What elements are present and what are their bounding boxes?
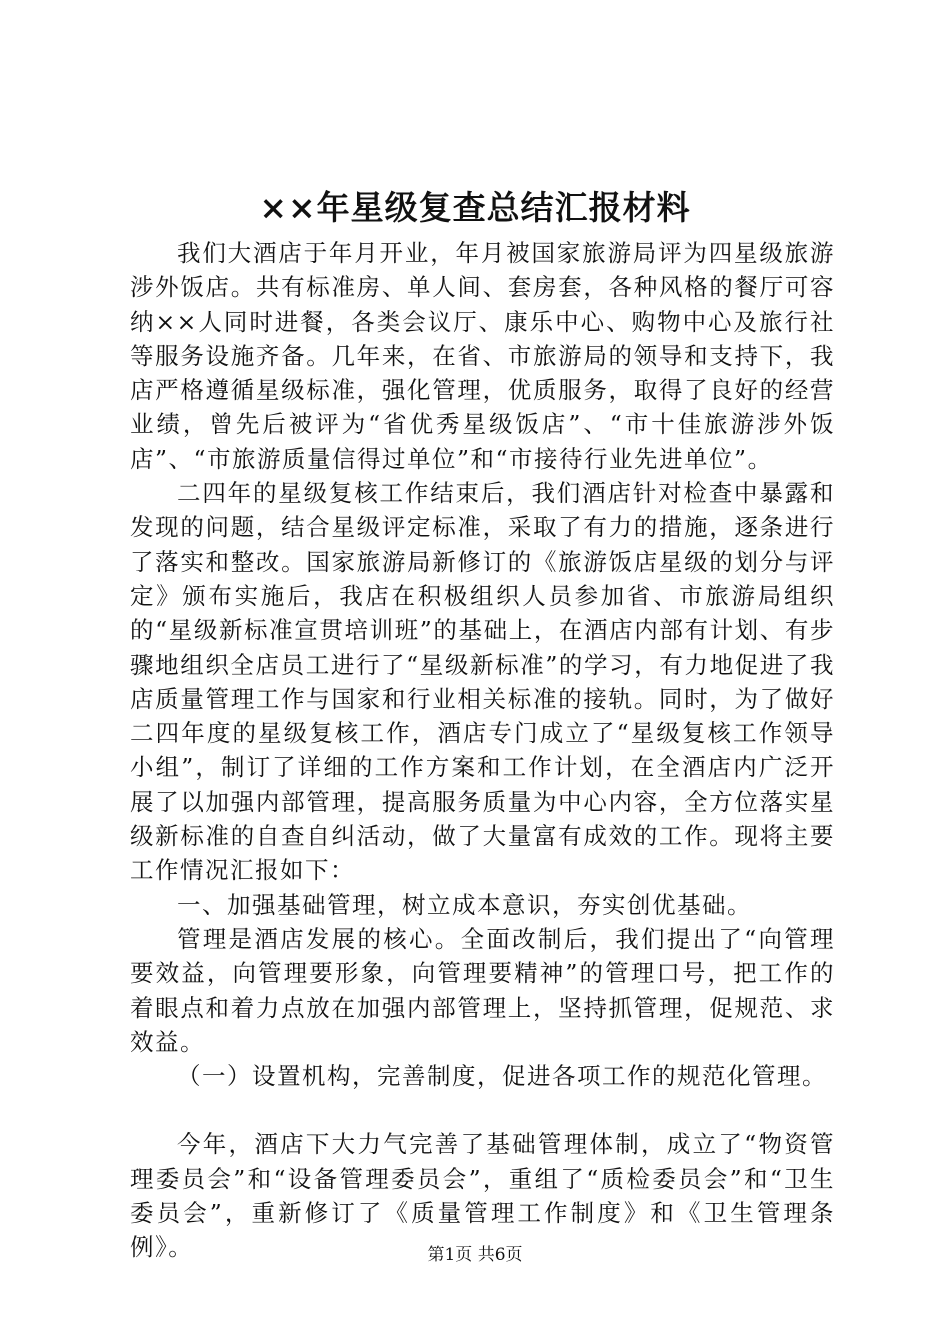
paragraph-management: 管理是酒店发展的核心。全面改制后，我们提出了“向管理要效益，向管理要形象，向管理要精神”的管理口号，把工作的着眼点和着力点放在加强内部管理上，坚持抓管理，促规范、求效益。 — [130, 924, 835, 1056]
document-title: ××年星级复查总结汇报材料 — [259, 188, 691, 227]
section-heading-1: 一、加强基础管理，树立成本意识，夯实创优基础。 — [177, 890, 752, 919]
subsection-heading-1: （一）设置机构，完善制度，促进各项工作的规范化管理。 — [177, 1062, 827, 1091]
paragraph-intro: 我们大酒店于年月开业，年月被国家旅游局评为四星级旅游涉外饭店。共有标准房、单人间、套房套，各种风格的餐厅可容纳××人同时进餐，各类会议厅、康乐中心、购物中心及旅行社等服务设施齐备。几年来，在省、市旅游局的领导和支持下，我店严格遵循星级标准，强化管理，优质服务，取得了良好的经营业绩，曾先后被评为“省优秀星级饭店”、“市十佳旅游涉外饭店”、“市旅游质量信得过单位”和“市接待行业先进单位”。 — [130, 239, 835, 473]
page-footer: 第1页 共6页 — [427, 1245, 523, 1265]
document-body — [130, 236, 835, 1265]
paragraph-institutions: 今年，酒店下大力气完善了基础管理体制，成立了“物资管理委员会”和“设备管理委员会”，重组了“质检委员会”和“卫生委员会”，重新修订了《质量管理工作制度》和《卫生管理条例》。 — [130, 1130, 835, 1262]
paragraph-review-summary: 二四年的星级复核工作结束后，我们酒店针对检查中暴露和发现的问题，结合星级评定标准，采取了有力的措施，逐条进行了落实和整改。国家旅游局新修订的《旅游饭店星级的划分与评定》颁布实施后，我店在积极组织人员参加省、市旅游局组织的“星级新标准宣贯培训班”的基础上，在酒店内部有计划、有步骤地组织全店员工进行了“星级新标准”的学习，有力地促进了我店质量管理工作与国家和行业相关标准的接轨。同时，为了做好二四年度的星级复核工作，酒店专门成立了“星级复核工作领导小组”，制订了详细的工作方案和工作计划，在全酒店内广泛开展了以加强内部管理，提高服务质量为中心内容，全方位落实星级新标准的自查自纠活动，做了大量富有成效的工作。现将主要工作情况汇报如下： — [130, 479, 835, 885]
